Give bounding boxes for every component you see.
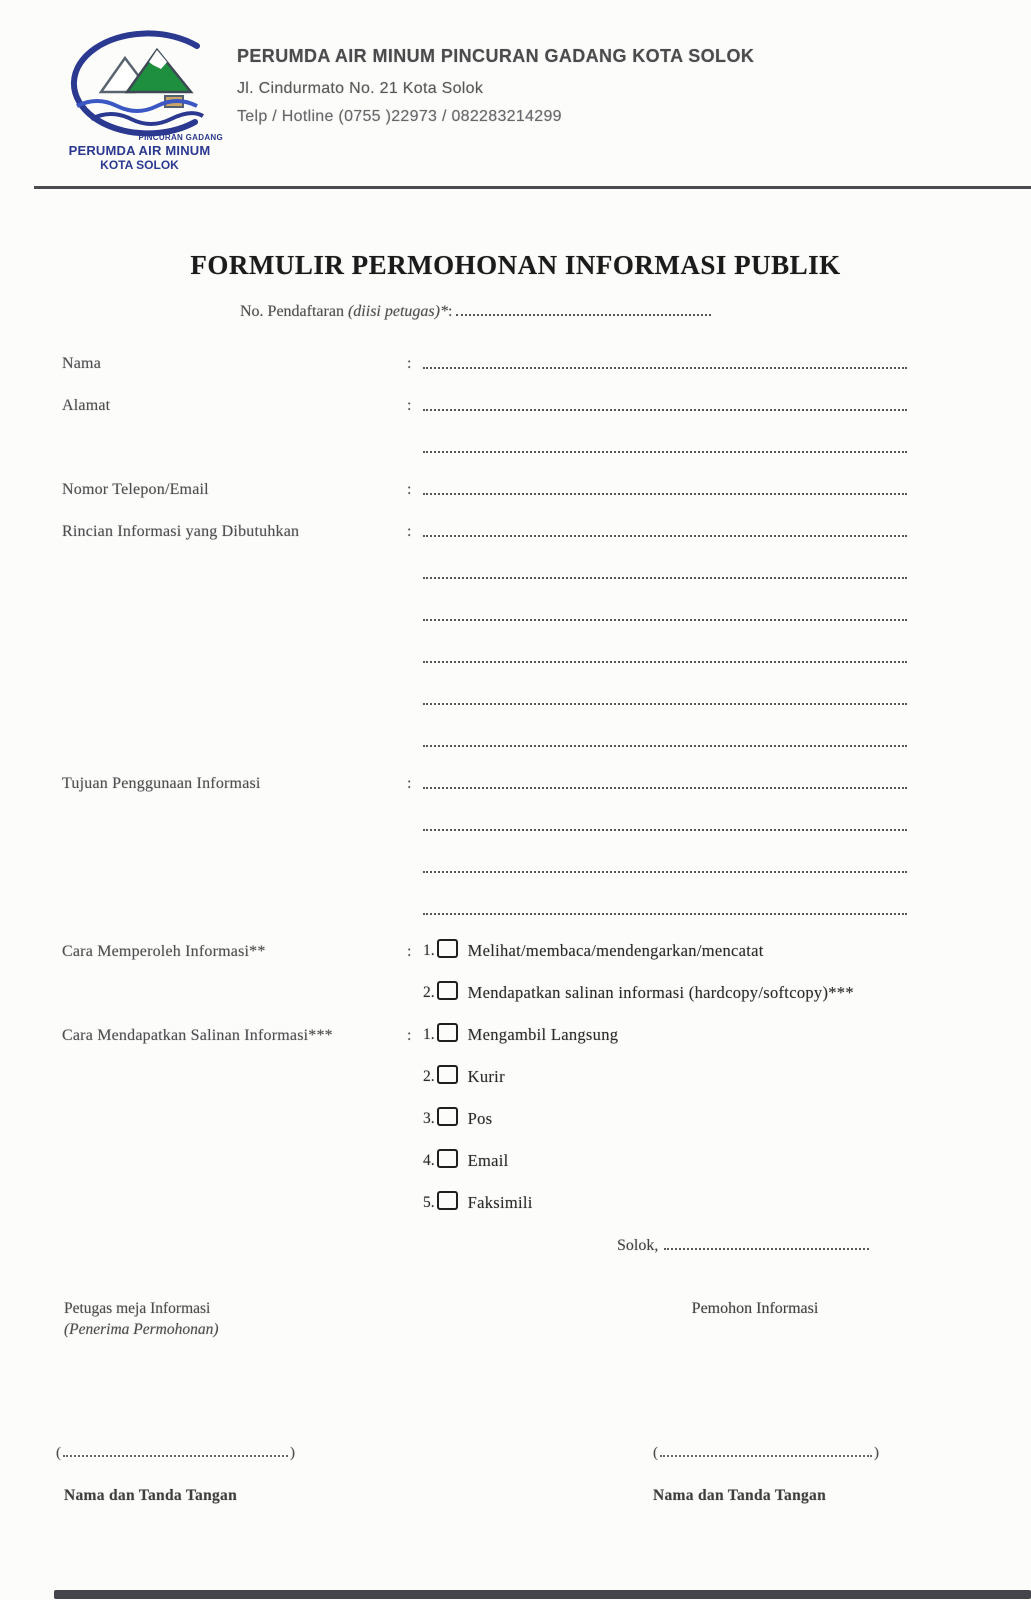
choice-colon xyxy=(407,1087,423,1092)
field-colon: : xyxy=(407,775,412,792)
field-colon xyxy=(407,625,423,630)
registration-fill-line[interactable] xyxy=(456,314,711,316)
field-colon xyxy=(407,835,423,840)
form-body xyxy=(62,336,907,1218)
option-number: 4. xyxy=(423,1152,435,1169)
field-label-tujuan-penggunaan-informasi xyxy=(62,919,407,924)
choice-row-mengambil-langsung xyxy=(62,1008,907,1050)
field-colon xyxy=(407,751,423,756)
signature-line-left[interactable] xyxy=(63,1455,288,1457)
option-number: 3. xyxy=(423,1110,435,1127)
field-row-rincian-informasi-yang-dibutuhkan xyxy=(62,504,907,546)
field-colon: : xyxy=(407,523,412,540)
field-fill-line-nomor-telepon-email-1[interactable] xyxy=(423,493,907,495)
field-label-rincian-informasi-yang-dibutuhkan xyxy=(62,667,407,672)
option-label-kurir: Kurir xyxy=(467,1067,505,1086)
signer-role-right xyxy=(645,1300,865,1318)
signature-area-left xyxy=(56,1445,295,1462)
field-row-nomor-telepon-email xyxy=(62,462,907,504)
field-row-tujuan-penggunaan-informasi-cont xyxy=(62,882,907,924)
choice-colon: : xyxy=(407,1027,412,1044)
field-label-rincian-informasi-yang-dibutuhkan xyxy=(62,709,407,714)
field-row-alamat-cont xyxy=(62,420,907,462)
field-colon: : xyxy=(407,481,412,498)
field-fill-line-tujuan-penggunaan-informasi-3[interactable] xyxy=(423,871,907,873)
paren-close: ) xyxy=(874,1445,879,1461)
header-divider xyxy=(34,186,1031,189)
registration-row xyxy=(240,303,711,321)
field-row-tujuan-penggunaan-informasi-cont xyxy=(62,798,907,840)
field-fill-line-tujuan-penggunaan-informasi-2[interactable] xyxy=(423,829,907,831)
date-place-row xyxy=(617,1237,869,1255)
choice-colon xyxy=(407,1129,423,1134)
field-fill-line-rincian-informasi-yang-dibutuhkan-6[interactable] xyxy=(423,745,907,747)
company-address: Jl. Cindurmato No. 21 Kota Solok xyxy=(237,80,484,97)
option-label-mengambil-langsung: Mengambil Langsung xyxy=(467,1025,619,1044)
paren-open: ( xyxy=(653,1445,658,1461)
field-row-rincian-informasi-yang-dibutuhkan-cont xyxy=(62,546,907,588)
signature-area-right xyxy=(653,1445,879,1462)
paren-open: ( xyxy=(56,1445,61,1461)
choice-colon xyxy=(407,1213,423,1218)
field-fill-line-tujuan-penggunaan-informasi-4[interactable] xyxy=(423,913,907,915)
field-label-rincian-informasi-yang-dibutuhkan xyxy=(62,751,407,756)
field-row-rincian-informasi-yang-dibutuhkan-cont xyxy=(62,714,907,756)
signature-line-right[interactable] xyxy=(660,1455,872,1457)
field-row-rincian-informasi-yang-dibutuhkan-cont xyxy=(62,588,907,630)
field-label-tujuan-penggunaan-informasi xyxy=(62,877,407,882)
field-label-alamat: Alamat xyxy=(62,397,111,414)
option-label-faksimili: Faksimili xyxy=(467,1193,533,1212)
field-colon xyxy=(407,667,423,672)
date-fill-line[interactable] xyxy=(664,1248,869,1250)
field-fill-line-nama-1[interactable] xyxy=(423,367,907,369)
field-label-tujuan-penggunaan-informasi: Tujuan Penggunaan Informasi xyxy=(62,775,261,792)
option-label-email: Email xyxy=(467,1151,509,1170)
letterhead xyxy=(237,46,754,126)
scan-edge-artifact xyxy=(54,1590,1031,1599)
checkbox-faksimili[interactable] xyxy=(437,1191,458,1210)
form-title: FORMULIR PERMOHONAN INFORMASI PUBLIK xyxy=(190,250,841,280)
choice-group-label-cara-memperoleh-informasi xyxy=(62,1003,407,1008)
logo-caption-company: PERUMDA AIR MINUM xyxy=(68,143,211,159)
choice-colon xyxy=(407,1171,423,1176)
choice-row-faksimili xyxy=(62,1176,907,1218)
field-fill-line-rincian-informasi-yang-dibutuhkan-1[interactable] xyxy=(423,535,907,537)
field-colon xyxy=(407,457,423,462)
choice-group-label-cara-mendapatkan-salinan-informasi: Cara Mendapatkan Salinan Informasi*** xyxy=(62,1027,333,1044)
choice-row-email xyxy=(62,1134,907,1176)
field-label-tujuan-penggunaan-informasi xyxy=(62,835,407,840)
field-colon xyxy=(407,709,423,714)
choice-colon xyxy=(407,1003,423,1008)
paren-close: ) xyxy=(290,1445,295,1461)
company-name: PERUMDA AIR MINUM PINCURAN GADANG KOTA SOLOK xyxy=(237,46,755,66)
field-row-tujuan-penggunaan-informasi-cont xyxy=(62,840,907,882)
signer-role-right-title: Pemohon Informasi xyxy=(691,1300,819,1317)
option-number: 2. xyxy=(423,984,435,1001)
logo-caption-small: PINCURAN GADANG xyxy=(138,133,223,142)
logo-caption-city: KOTA SOLOK xyxy=(100,158,179,173)
field-colon xyxy=(407,877,423,882)
registration-label: No. Pendaftaran xyxy=(240,303,348,320)
option-number: 2. xyxy=(423,1068,435,1085)
field-colon xyxy=(407,919,423,924)
choice-group-label-cara-mendapatkan-salinan-informasi xyxy=(62,1213,407,1218)
choice-row-melihat-membaca-mendengarkan-mencatat xyxy=(62,924,907,966)
option-number: 1. xyxy=(423,1026,435,1043)
field-fill-line-alamat-2[interactable] xyxy=(423,451,907,453)
field-label-rincian-informasi-yang-dibutuhkan: Rincian Informasi yang Dibutuhkan xyxy=(62,523,300,540)
choice-group-label-cara-mendapatkan-salinan-informasi xyxy=(62,1087,407,1092)
checkbox-mengambil-langsung[interactable] xyxy=(437,1023,458,1042)
checkbox-pos[interactable] xyxy=(437,1107,458,1126)
choice-row-kurir xyxy=(62,1050,907,1092)
signature-caption-right: Nama dan Tanda Tangan xyxy=(653,1487,827,1504)
option-label-pos: Pos xyxy=(467,1109,493,1128)
signature-caption-left: Nama dan Tanda Tangan xyxy=(64,1487,238,1504)
option-label-melihat-membaca-mendengarkan-mencatat: Melihat/membaca/mendengarkan/mencatat xyxy=(467,941,764,960)
registration-note: (diisi petugas)* xyxy=(347,303,448,320)
logo-emblem-icon xyxy=(45,26,235,144)
field-row-alamat xyxy=(62,378,907,420)
option-number: 1. xyxy=(423,942,435,959)
choice-row-mendapatkan-salinan-informasi-hardcopy-s xyxy=(62,966,907,1008)
field-label-rincian-informasi-yang-dibutuhkan xyxy=(62,583,407,588)
field-fill-line-rincian-informasi-yang-dibutuhkan-5[interactable] xyxy=(423,703,907,705)
checkbox-mendapatkan-salinan-informasi-hardcopy-s[interactable] xyxy=(437,981,458,1000)
choice-group-label-cara-mendapatkan-salinan-informasi xyxy=(62,1171,407,1176)
field-colon: : xyxy=(407,355,412,372)
company-logo xyxy=(42,26,237,173)
company-phone: Telp / Hotline (0755 )22973 / 082283214299 xyxy=(237,108,562,125)
field-label-nomor-telepon-email: Nomor Telepon/Email xyxy=(62,481,209,498)
choice-row-pos xyxy=(62,1092,907,1134)
checkbox-email[interactable] xyxy=(437,1149,458,1168)
checkbox-melihat-membaca-mendengarkan-mencatat[interactable] xyxy=(437,939,458,958)
signer-role-left-note: (Penerima Permohonan) xyxy=(64,1321,219,1338)
checkbox-kurir[interactable] xyxy=(437,1065,458,1084)
field-row-rincian-informasi-yang-dibutuhkan-cont xyxy=(62,672,907,714)
field-fill-line-rincian-informasi-yang-dibutuhkan-3[interactable] xyxy=(423,619,907,621)
field-row-tujuan-penggunaan-informasi xyxy=(62,756,907,798)
option-number: 5. xyxy=(423,1194,435,1211)
field-fill-line-rincian-informasi-yang-dibutuhkan-2[interactable] xyxy=(423,577,907,579)
date-place-label: Solok, xyxy=(617,1237,659,1254)
choice-group-label-cara-memperoleh-informasi: Cara Memperoleh Informasi** xyxy=(62,943,266,960)
field-row-nama xyxy=(62,336,907,378)
option-label-mendapatkan-salinan-informasi-hardcopy-s: Mendapatkan salinan informasi (hardcopy/softcopy)*** xyxy=(467,983,854,1002)
field-fill-line-rincian-informasi-yang-dibutuhkan-4[interactable] xyxy=(423,661,907,663)
field-row-rincian-informasi-yang-dibutuhkan-cont xyxy=(62,630,907,672)
signer-role-left xyxy=(64,1298,219,1340)
field-colon xyxy=(407,583,423,588)
field-fill-line-alamat-1[interactable] xyxy=(423,409,907,411)
field-label-alamat xyxy=(62,457,407,462)
choice-colon: : xyxy=(407,943,412,960)
field-label-nama: Nama xyxy=(62,355,102,372)
field-label-rincian-informasi-yang-dibutuhkan xyxy=(62,625,407,630)
registration-colon: : xyxy=(447,303,453,320)
field-fill-line-tujuan-penggunaan-informasi-1[interactable] xyxy=(423,787,907,789)
field-colon: : xyxy=(407,397,412,414)
signer-role-left-title: Petugas meja Informasi xyxy=(64,1300,211,1317)
choice-group-label-cara-mendapatkan-salinan-informasi xyxy=(62,1129,407,1134)
